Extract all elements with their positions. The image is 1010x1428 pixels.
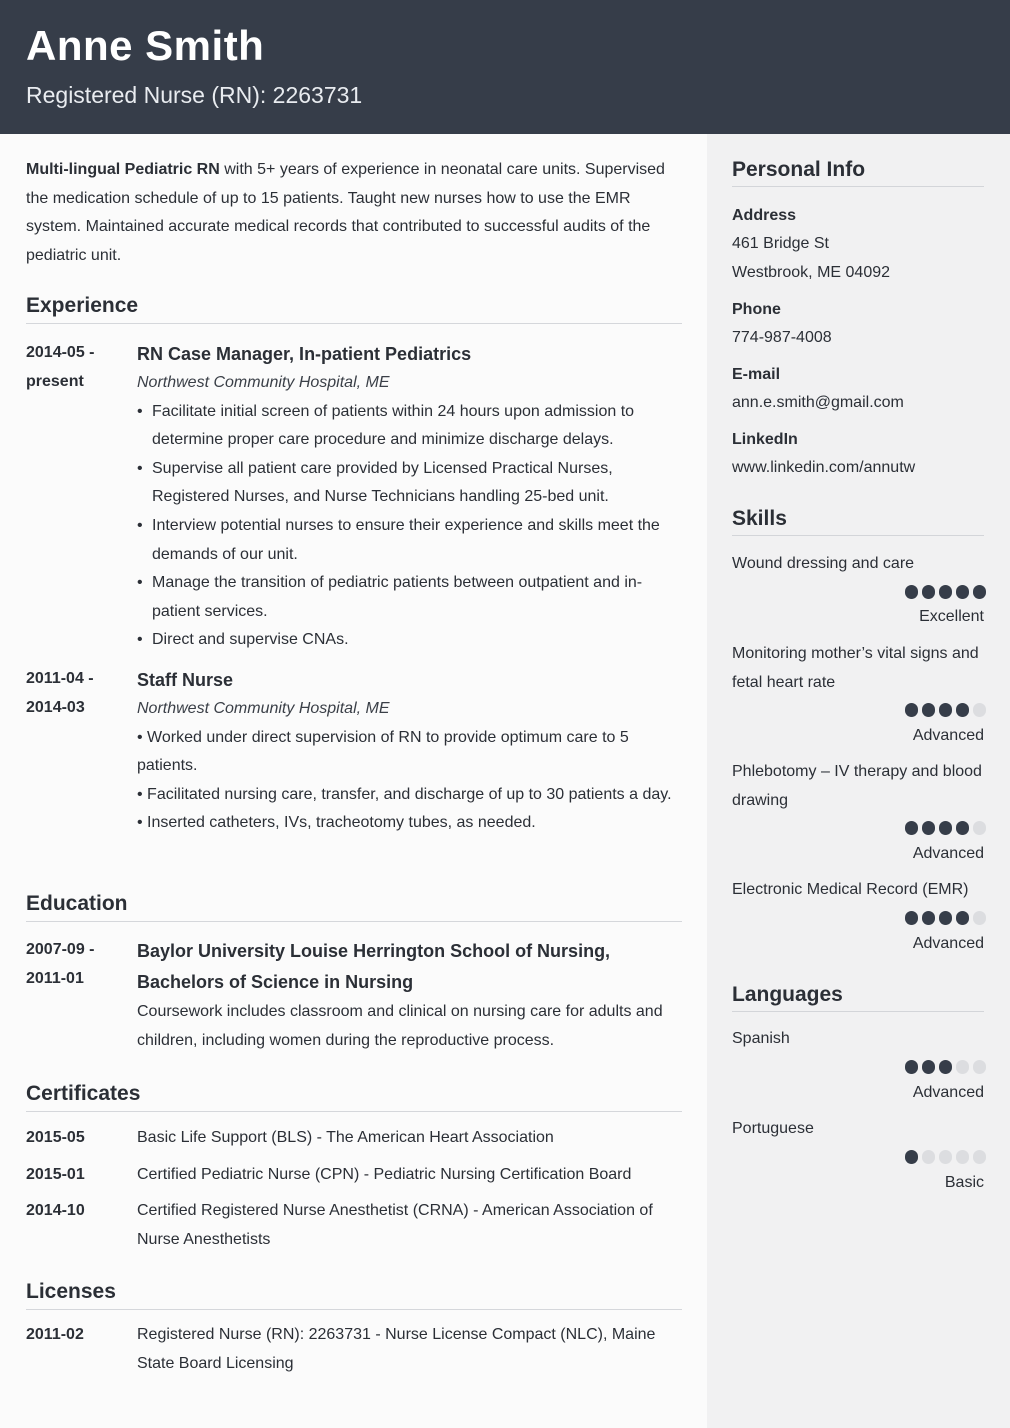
skill-name: Electronic Medical Record (EMR) <box>732 881 969 898</box>
skill-rating <box>902 911 986 925</box>
rating-dot-filled <box>905 821 919 835</box>
rating-dot-empty <box>973 911 987 925</box>
entry-body <box>137 339 682 655</box>
skill-level: Advanced <box>912 845 984 862</box>
rating-dot-filled <box>939 1060 953 1074</box>
certificates-heading: Certificates <box>26 1082 682 1112</box>
rating-dot-empty <box>939 1150 953 1164</box>
rating-dot-filled <box>939 585 953 599</box>
rating-dot-filled <box>939 703 953 717</box>
job-bullets <box>137 398 682 655</box>
rating-dot-filled <box>905 911 919 925</box>
date-start: 2014-05 - <box>26 344 95 361</box>
entry-date <box>26 936 126 993</box>
candidate-name: Anne Smith <box>26 22 265 69</box>
rating-dot-filled <box>905 703 919 717</box>
date-start: 2011-04 - <box>26 670 94 687</box>
candidate-role: Registered Nurse (RN): 2263731 <box>26 82 363 108</box>
rating-dot-filled <box>956 821 970 835</box>
personal-info-heading: Personal Info <box>732 158 984 187</box>
language-level: Basic <box>944 1174 984 1191</box>
language-level: Advanced <box>912 1084 984 1101</box>
certificate-date: 2014-10 <box>26 1202 85 1219</box>
email-value[interactable]: ann.e.smith@gmail.com <box>732 394 904 411</box>
date-end: 2011-01 <box>26 969 84 987</box>
school-name: Baylor University Louise Herrington School of Nursing, Bachelors of Science in Nursing <box>137 941 611 992</box>
job-org: Northwest Community Hospital, ME <box>137 700 390 717</box>
list-item: • Inserted catheters, IVs, tracheotomy tubes, as needed. <box>137 814 536 832</box>
date-end: present <box>26 372 84 390</box>
job-title: Staff Nurse <box>137 670 234 690</box>
rating-dot-filled <box>956 585 970 599</box>
skill-level: Advanced <box>912 727 984 744</box>
rating-dot-empty <box>973 821 987 835</box>
list-item: • Facilitated nursing care, transfer, and discharge of up to 30 patients a day. <box>137 785 672 803</box>
rating-dot-filled <box>905 1150 919 1164</box>
resume-header <box>0 0 1010 134</box>
license-text: Registered Nurse (RN): 2263731 - Nurse License Compact (NLC), Maine State Board Licensing <box>137 1326 656 1372</box>
job-title: RN Case Manager, In-patient Pediatrics <box>137 344 472 364</box>
rating-dot-filled <box>956 911 970 925</box>
rating-dot-filled <box>905 1060 919 1074</box>
linkedin-label: LinkedIn <box>732 431 798 448</box>
certificate-date: 2015-05 <box>26 1129 85 1146</box>
certificate-text: Certified Registered Nurse Anesthetist (CRNA) - American Association of Nurse Anesthetists <box>137 1202 653 1248</box>
entry-body <box>137 936 682 1055</box>
summary-paragraph <box>26 156 682 270</box>
rating-dot-empty <box>956 1060 970 1074</box>
rating-dot-filled <box>922 703 936 717</box>
rating-dot-filled <box>922 585 936 599</box>
certificate-text: Basic Life Support (BLS) - The American Heart Association <box>137 1129 554 1146</box>
entry-date <box>26 339 126 396</box>
phone-label: Phone <box>732 301 781 318</box>
sidebar <box>707 134 1010 1428</box>
skill-name: Wound dressing and care <box>732 555 915 572</box>
address-label: Address <box>732 207 797 224</box>
date-start: 2007-09 - <box>26 941 95 958</box>
job-org: Northwest Community Hospital, ME <box>137 374 390 391</box>
list-item: • Worked under direct supervision of RN to provide optimum care to 5 patients. <box>137 728 629 775</box>
entry-date <box>26 665 126 722</box>
skill-rating <box>902 703 986 717</box>
rating-dot-empty <box>973 1150 987 1164</box>
entry-body <box>137 665 682 838</box>
summary-text: with 5+ years of experience in neonatal care units. Supervised the medication schedule of up to 15 patients. Taught new nurses how to use the EMR system. Maintained accurate medical records that contributed to successful audits of the pediatric unit. <box>26 161 665 264</box>
language-name: Portuguese <box>732 1120 814 1137</box>
list-item: • Facilitate initial screen of patients within 24 hours upon admission to determine proper care procedure and minimize discharge delays. <box>152 398 682 455</box>
list-item: • Manage the transition of pediatric patients between outpatient and in-patient services. <box>152 569 682 626</box>
address-line-1: 461 Bridge St <box>732 235 829 252</box>
skill-level: Excellent <box>919 608 984 625</box>
rating-dot-empty <box>973 1060 987 1074</box>
education-description: Coursework includes classroom and clinical on nursing care for adults and children, including women during the reproductive process. <box>137 1003 663 1049</box>
rating-dot-empty <box>973 703 987 717</box>
certificate-text: Certified Pediatric Nurse (CPN) - Pediatric Nursing Certification Board <box>137 1166 632 1183</box>
language-name: Spanish <box>732 1030 790 1047</box>
languages-heading: Languages <box>732 983 984 1012</box>
language-rating <box>902 1060 986 1074</box>
rating-dot-filled <box>939 821 953 835</box>
language-rating <box>902 1150 986 1164</box>
certificate-date: 2015-01 <box>26 1166 85 1183</box>
skill-rating <box>902 585 986 599</box>
rating-dot-filled <box>939 911 953 925</box>
licenses-heading: Licenses <box>26 1280 682 1310</box>
skills-heading: Skills <box>732 507 984 536</box>
linkedin-value[interactable]: www.linkedin.com/annutw <box>732 459 916 476</box>
rating-dot-filled <box>922 821 936 835</box>
experience-heading: Experience <box>26 294 682 324</box>
email-label: E-mail <box>732 366 781 383</box>
date-end: 2014-03 <box>26 698 85 716</box>
skill-level: Advanced <box>912 935 984 952</box>
rating-dot-empty <box>956 1150 970 1164</box>
list-item: • Supervise all patient care provided by Licensed Practical Nurses, Registered Nurses, and Nurse Technicians handling 25-bed unit. <box>152 455 682 512</box>
skill-name: Monitoring mother’s vital signs and fetal heart rate <box>732 645 979 691</box>
license-date: 2011-02 <box>26 1326 84 1343</box>
summary-lead: Multi-lingual Pediatric RN <box>26 161 220 178</box>
address-line-2: Westbrook, ME 04092 <box>732 264 891 281</box>
education-heading: Education <box>26 892 682 922</box>
list-item: • Direct and supervise CNAs. <box>152 626 682 655</box>
rating-dot-filled <box>973 585 987 599</box>
rating-dot-filled <box>922 911 936 925</box>
skill-rating <box>902 821 986 835</box>
rating-dot-filled <box>905 585 919 599</box>
rating-dot-empty <box>922 1150 936 1164</box>
list-item: • Interview potential nurses to ensure their experience and skills meet the demands of our unit. <box>152 512 682 569</box>
rating-dot-filled <box>956 703 970 717</box>
phone-value: 774-987-4008 <box>732 329 832 346</box>
skill-name: Phlebotomy – IV therapy and blood drawing <box>732 763 982 809</box>
rating-dot-filled <box>922 1060 936 1074</box>
